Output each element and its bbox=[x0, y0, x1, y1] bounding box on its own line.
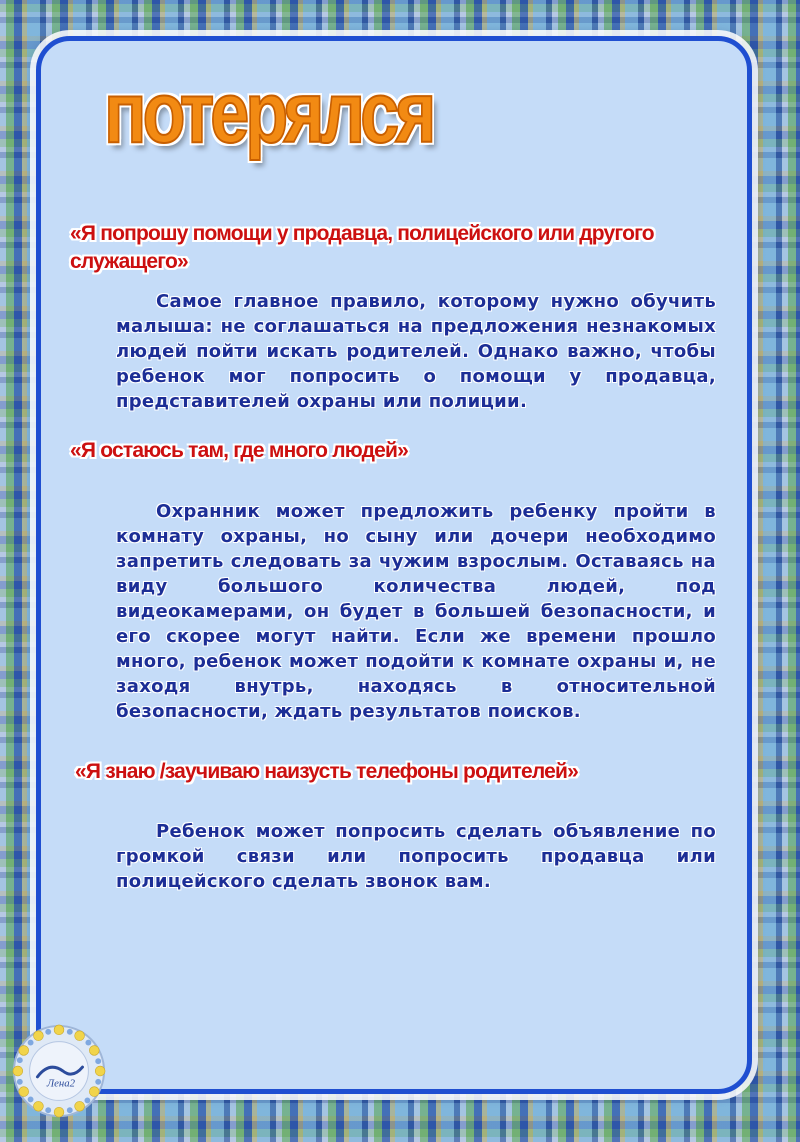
section-text-stay-in-crowd: Охранник может предложить ребенку пройти в комнату охраны, но сыну или дочери необходимо запретить следовать за чужим взрослым. Оставаясь на виду большого количества людей, под видеокамерами, он будет в большей безопасности, и его скорее могут найти. Если же времени прошло много, ребенок может подойти к комнате охраны и, не заходя внутрь, находясь в относительной безопасности, ждать результатов поисков. bbox=[116, 501, 716, 722]
poster-title: потерялся bbox=[104, 65, 433, 161]
section-heading-ask-for-help: «Я попрошу помощи у продавца, полицейского или другого служащего» bbox=[70, 222, 654, 273]
section-text-ask-for-help: Самое главное правило, которому нужно обучить малыша: не соглашаться на предложения незнакомых людей пойти искать родителей. Однако важно, чтобы ребенок мог попросить о помощи у продавца, представителей охраны или полиции. bbox=[116, 291, 716, 412]
section-heading-know-phones: «Я знаю /заучиваю наизусть телефоны родителей» bbox=[75, 760, 578, 783]
seal-text: Лена2 bbox=[46, 1077, 76, 1090]
section-text-know-phones: Ребенок может попросить сделать объявление по громкой связи или попросить продавца или полицейского сделать звонок вам. bbox=[116, 821, 716, 892]
flower-wreath-seal-icon bbox=[10, 1022, 108, 1120]
section-heading-stay-in-crowd: «Я остаюсь там, где много людей» bbox=[70, 439, 409, 462]
